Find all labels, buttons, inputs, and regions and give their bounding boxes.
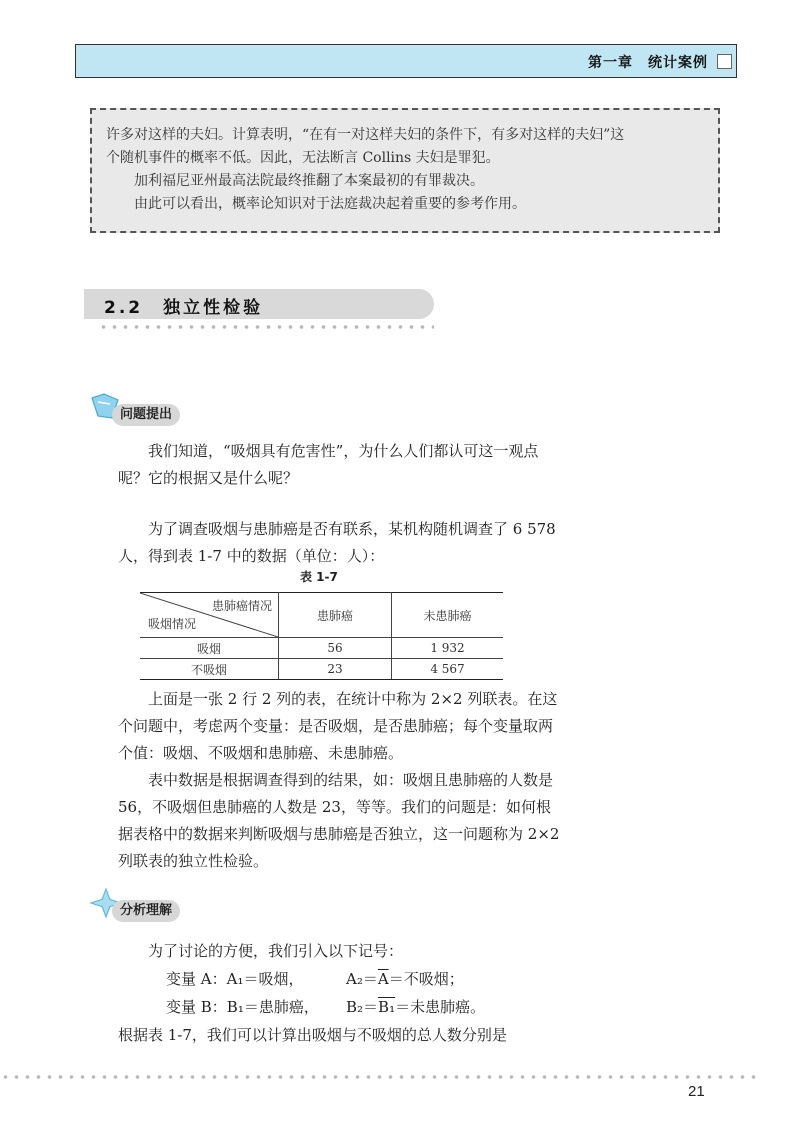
formula-overline: B₁ (378, 998, 396, 1016)
formula-variable-a (166, 966, 303, 993)
survey-text (118, 516, 563, 570)
chapter-header-bar (75, 44, 737, 78)
table-row-label: 吸烟 (140, 638, 279, 659)
note-line: 由此可以看出，概率论知识对于法庭裁决起着重要的参考作用。 (134, 196, 526, 212)
formula-b1: B₁＝患肺癌， (226, 998, 319, 1016)
formula-overline: $\overline{A}$ (377, 970, 389, 988)
paragraph: 我们知道，“吸烟具有危害性”，为什么人们都认可这一观点呢？它的根据又是什么呢？ (118, 442, 539, 487)
corner-bottom-label: 吸烟情况 (148, 617, 197, 631)
question-badge (88, 392, 208, 426)
formula-prefix: 变量 A： (166, 970, 227, 988)
formula-part: ＝未患肺癌。 (395, 998, 486, 1016)
formula-variable-a2 (346, 966, 464, 993)
section-title: 2.2 独立性检验 (104, 298, 264, 318)
table-column-header: 未患肺癌 (392, 593, 504, 638)
note-box (90, 108, 720, 233)
contingency-table (140, 592, 503, 680)
table-cell: 56 (279, 638, 392, 659)
table-row (140, 659, 503, 680)
paragraph: 为了调查吸烟与患肺癌是否有联系，某机构随机调查了 6 578 人，得到表 1-7 中的数据（单位：人）： (118, 520, 556, 565)
table-corner-cell (140, 593, 279, 638)
corner-top-label: 患肺癌情况 (211, 599, 272, 613)
table-cell: 4 567 (392, 659, 504, 680)
page-number: 21 (688, 1083, 705, 1100)
notation-intro (118, 938, 563, 965)
formula-part: ＝不吸烟； (388, 970, 464, 988)
footer-dotted-divider (0, 1074, 760, 1080)
formula-a1: A₁＝吸烟， (226, 970, 304, 988)
table-header-row (140, 593, 503, 638)
table-row (140, 638, 503, 659)
paragraph: 上面是一张 2 行 2 列的表，在统计中称为 2×2 列联表。在这个问题中，考虑两个变量：是否吸烟，是否患肺癌；每个变量取两个值：吸烟、不吸烟和患肺癌、未患肺癌。 (118, 690, 558, 762)
paragraph: 表中数据是根据调查得到的结果，如：吸烟且患肺癌的人数是 56，不吸烟但患肺癌的人数是 23，等等。我们的问题是：如何根据表格中的数据来判断吸烟与患肺癌是否独立，这一问题称为 2×2 列联表的独立性检验。 (118, 771, 560, 870)
paragraph: 为了讨论的方便，我们引入以下记号： (148, 942, 404, 960)
table-cell: 1 932 (392, 638, 504, 659)
table-column-header: 患肺癌 (279, 593, 392, 638)
explanation-text (118, 686, 563, 875)
formula-part: B₂＝ (346, 998, 379, 1016)
formula-part: A₂＝ (346, 970, 378, 988)
question-badge-label: 问题提出 (112, 404, 180, 426)
table-row-label: 不吸烟 (140, 659, 279, 680)
note-line: 许多对这样的夫妇。计算表明，“在有一对这样夫妇的条件下，有多对这样的夫妇”这 (106, 127, 625, 143)
formula-prefix: 变量 B： (166, 998, 227, 1016)
note-line: 加利福尼亚州最高法院最终推翻了本案最初的有罪裁决。 (134, 173, 484, 189)
paragraph: 根据表 1-7，我们可以计算出吸烟与不吸烟的总人数分别是 (118, 1026, 507, 1044)
dotted-divider (98, 324, 434, 330)
formula-variable-b (166, 994, 319, 1021)
question-text (118, 438, 563, 492)
chapter-title: 第一章 统计案例 (588, 55, 708, 71)
header-tab-marker (717, 54, 732, 69)
formula-variable-b2 (346, 994, 485, 1021)
table-caption: 表 1-7 (300, 570, 338, 584)
closing-text (118, 1022, 563, 1049)
analysis-badge (88, 888, 208, 922)
note-line: 个随机事件的概率不低。因此，无法断言 Collins 夫妇是罪犯。 (106, 150, 500, 166)
table-cell: 23 (279, 659, 392, 680)
section-title-bar (84, 289, 434, 319)
analysis-badge-label: 分析理解 (112, 900, 180, 922)
